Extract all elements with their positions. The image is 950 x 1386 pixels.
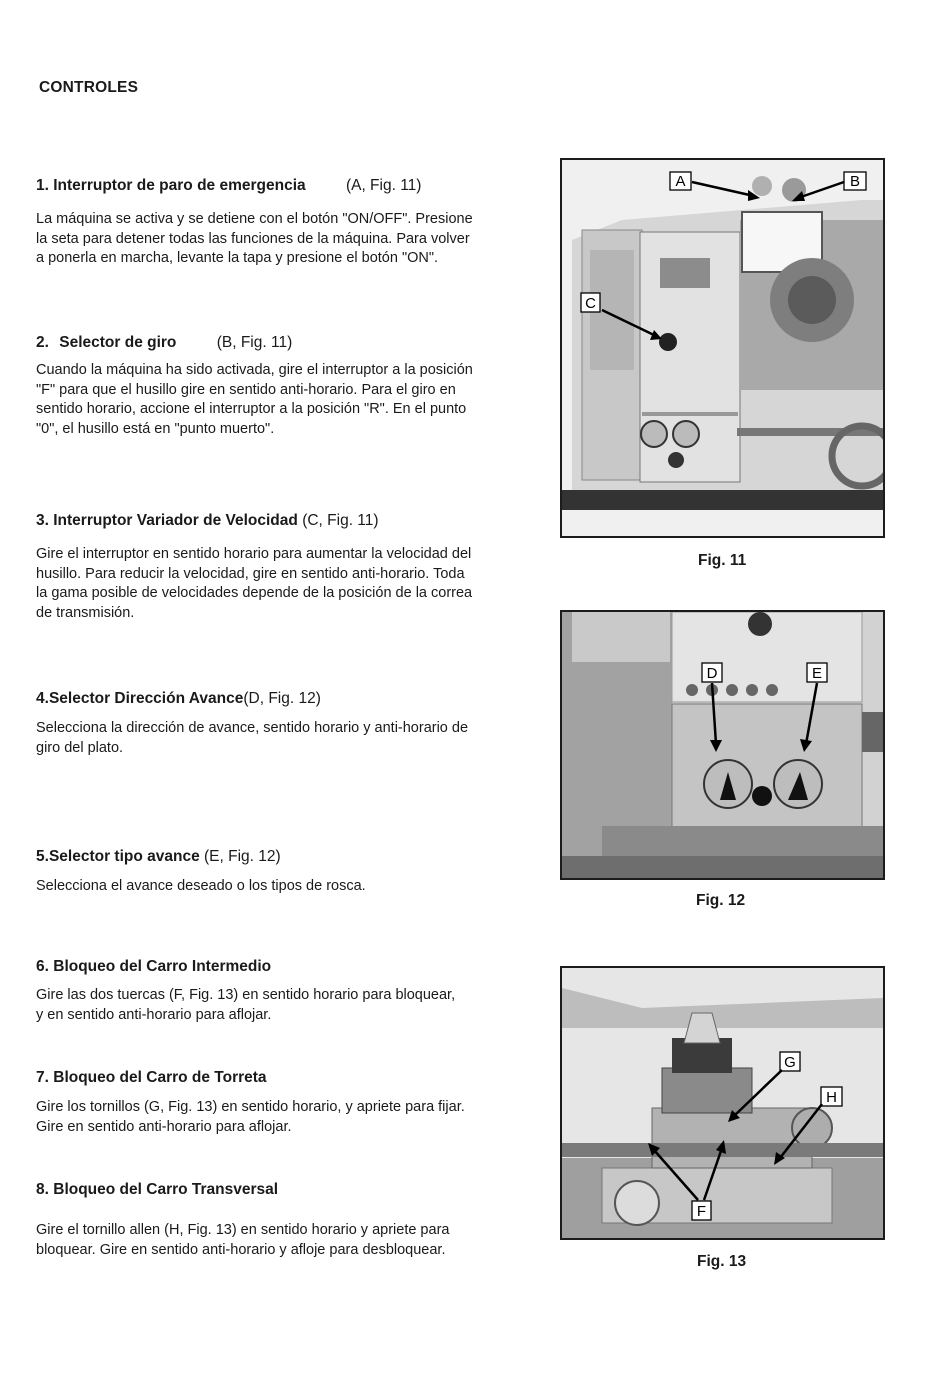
figure-11-photo <box>560 158 885 538</box>
figure-11-caption: Fig. 11 <box>698 552 747 569</box>
figure-13-photo <box>560 966 885 1240</box>
label-d: D <box>706 665 718 682</box>
section-number: 6. <box>36 958 49 975</box>
section-7-heading <box>36 1068 551 1088</box>
text-line: Gire el tornillo allen (H, Fig. 13) en sentido horario y apriete para <box>36 1222 450 1238</box>
text-line: la seta para detener todas las funciones de la máquina. Para volver <box>36 230 470 247</box>
text-line: Cuando la máquina ha sido activada, gire el interruptor a la posición <box>36 362 473 378</box>
section-2-heading <box>36 333 551 353</box>
section-number: 5. <box>36 848 49 865</box>
section-number: 2. <box>36 334 49 351</box>
section-5-heading <box>36 847 551 867</box>
section-number: 4. <box>36 690 49 707</box>
section-body <box>36 719 551 758</box>
text-line: giro del plato. <box>36 739 124 756</box>
section-body <box>36 877 551 897</box>
section-title: Bloqueo del Carro Transversal <box>53 1181 279 1198</box>
section-ref: (C, Fig. 11) <box>302 512 379 529</box>
section-7 <box>36 1068 551 1137</box>
section-body <box>36 1098 551 1137</box>
section-ref: (E, Fig. 12) <box>204 848 281 865</box>
section-3-heading <box>36 511 551 531</box>
figure-12-caption: Fig. 12 <box>696 892 746 909</box>
section-body <box>36 210 551 269</box>
text-line: "0", el husillo está en "punto muerto". <box>36 420 275 437</box>
section-4 <box>36 689 551 758</box>
label-c: C <box>585 295 596 312</box>
label-h: H <box>826 1089 837 1106</box>
figure-12-photo <box>560 610 885 880</box>
figure-11-illustration <box>562 160 883 536</box>
section-ref: (B, Fig. 11) <box>216 334 293 351</box>
text-line: husillo. Para reducir la velocidad, gire en sentido anti-horario. Toda <box>36 565 465 582</box>
section-number: 3. <box>36 512 49 529</box>
label-f: F <box>696 1203 707 1220</box>
section-8 <box>36 1180 551 1260</box>
section-6-heading <box>36 957 551 977</box>
text-line: La máquina se activa y se detiene con el botón "ON/OFF". Presione <box>36 211 473 227</box>
text-line: y en sentido anti-horario para aflojar. <box>36 1006 272 1023</box>
text-line: "F" para que el husillo gire en sentido anti-horario. Para el giro en <box>36 381 456 398</box>
section-title: Bloqueo del Carro de Torreta <box>53 1069 267 1086</box>
section-6 <box>36 957 551 1025</box>
section-5 <box>36 847 551 897</box>
text-line: Selecciona la dirección de avance, sentido horario y anti-horario de <box>36 720 469 736</box>
section-title: Interruptor Variador de Velocidad <box>53 512 298 529</box>
figure-13-illustration <box>562 968 883 1238</box>
label-b: B <box>849 173 861 190</box>
text-line: a ponerla en marcha, levante la tapa y presione el botón "ON". <box>36 250 439 266</box>
section-ref: (A, Fig. 11) <box>345 177 422 194</box>
section-2 <box>36 333 551 439</box>
section-body <box>36 361 551 439</box>
section-1 <box>36 176 551 269</box>
text-line: Gire las dos tuercas (F, Fig. 13) en sentido horario para bloquear, <box>36 987 456 1003</box>
figure-12-illustration <box>562 612 883 878</box>
section-8-heading <box>36 1180 551 1200</box>
section-title: Bloqueo del Carro Intermedio <box>53 958 272 975</box>
section-number: 1. <box>36 177 49 194</box>
section-title: Selector de giro <box>59 334 177 351</box>
text-line: Gire en sentido anti-horario para aflojar. <box>36 1118 292 1135</box>
section-3 <box>36 511 551 623</box>
section-1-heading <box>36 176 551 196</box>
section-number: 8. <box>36 1181 49 1198</box>
section-body <box>36 1221 551 1260</box>
label-g: G <box>784 1054 796 1071</box>
section-title: Selector Dirección Avance <box>48 690 244 707</box>
section-title: Interruptor de paro de emergencia <box>53 177 306 194</box>
page-title: CONTROLES <box>39 79 139 96</box>
figure-13-caption: Fig. 13 <box>697 1253 747 1270</box>
section-4-heading <box>36 689 551 709</box>
text-line: Gire el interruptor en sentido horario para aumentar la velocidad del <box>36 546 472 562</box>
text-line: de transmisión. <box>36 604 135 621</box>
section-number: 7. <box>36 1069 49 1086</box>
text-line: Selecciona el avance deseado o los tipos de rosca. <box>36 878 366 894</box>
label-a: A <box>675 173 686 190</box>
section-body <box>36 986 551 1025</box>
section-body <box>36 545 551 623</box>
text-line: sentido horario, accione el interruptor a la posición "R". En el punto <box>36 401 467 417</box>
section-title: Selector tipo avance <box>48 848 200 865</box>
text-line: bloquear. Gire en sentido anti-horario y afloje para desbloquear. <box>36 1241 446 1258</box>
label-e: E <box>811 665 823 682</box>
text-line: la gama posible de velocidades depende de la posición de la correa <box>36 585 473 601</box>
section-ref: (D, Fig. 12) <box>243 690 321 707</box>
text-line: Gire los tornillos (G, Fig. 13) en sentido horario, y apriete para fijar. <box>36 1099 465 1115</box>
